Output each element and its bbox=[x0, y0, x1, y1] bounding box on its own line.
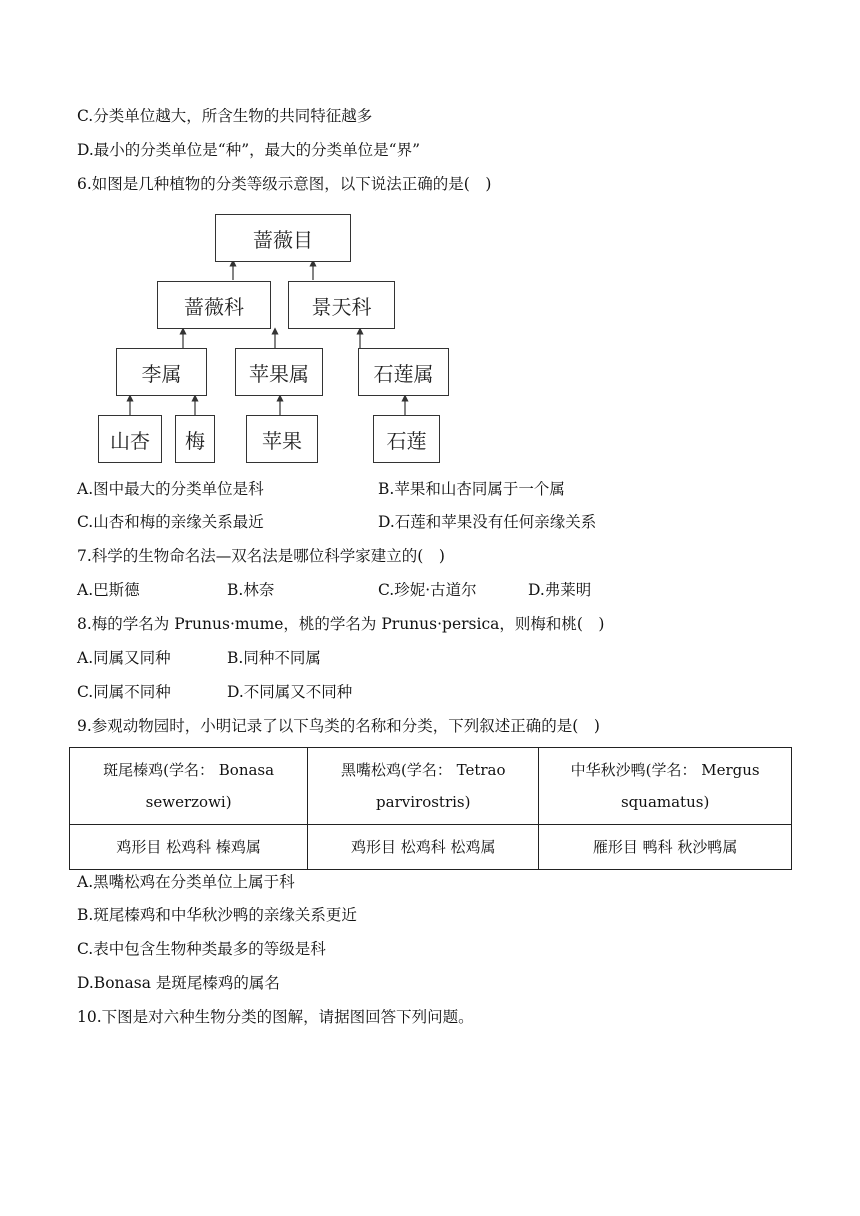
genus-box-echeveria: 石莲属 bbox=[358, 348, 449, 396]
q6-option-c[interactable]: C.山杏和梅的亲缘关系最近 bbox=[77, 513, 264, 531]
table-cell-class: 鸡形目 松鸡科 松鸡属 bbox=[308, 825, 539, 870]
q9-stem: 9.参观动物园时，小明记录了以下鸟类的名称和分类，下列叙述正确的是( ) bbox=[77, 717, 600, 735]
q6-stem: 6.如图是几种植物的分类等级示意图，以下说法正确的是( ) bbox=[77, 175, 492, 193]
table-cell-name: 斑尾榛鸡(学名： Bonasa sewerzowi) bbox=[70, 748, 308, 825]
q6-option-a[interactable]: A.图中最大的分类单位是科 bbox=[77, 480, 264, 498]
q8-option-c[interactable]: C.同属不同种 bbox=[77, 683, 171, 701]
genus-box-prunus: 李属 bbox=[116, 348, 207, 396]
q5-option-c: C.分类单位越大，所含生物的共同特征越多 bbox=[77, 107, 373, 125]
q9-option-a[interactable]: A.黑嘴松鸡在分类单位上属于科 bbox=[77, 873, 295, 891]
species-box-apricot: 山杏 bbox=[98, 415, 162, 463]
family-box-crassulaceae: 景天科 bbox=[288, 281, 395, 329]
species-box-apple: 苹果 bbox=[246, 415, 318, 463]
q9-option-b[interactable]: B.斑尾榛鸡和中华秋沙鸭的亲缘关系更近 bbox=[77, 906, 357, 924]
table-row bbox=[70, 748, 792, 825]
q7-option-c[interactable]: C.珍妮·古道尔 bbox=[378, 581, 477, 599]
q7-option-d[interactable]: D.弗莱明 bbox=[528, 581, 592, 599]
q7-stem: 7.科学的生物命名法—双名法是哪位科学家建立的( ) bbox=[77, 547, 445, 565]
species-box-echeveria: 石莲 bbox=[373, 415, 440, 463]
genus-box-malus: 苹果属 bbox=[235, 348, 323, 396]
q7-option-a[interactable]: A.巴斯德 bbox=[77, 581, 140, 599]
table-cell-class: 鸡形目 松鸡科 榛鸡属 bbox=[70, 825, 308, 870]
q8-option-d[interactable]: D.不同属又不同种 bbox=[227, 683, 353, 701]
q9-option-d[interactable]: D.Bonasa 是斑尾榛鸡的属名 bbox=[77, 974, 280, 992]
q9-option-c[interactable]: C.表中包含生物种类最多的等级是科 bbox=[77, 940, 326, 958]
order-box: 蔷薇目 bbox=[215, 214, 351, 262]
q8-option-b[interactable]: B.同种不同属 bbox=[227, 649, 321, 667]
q8-stem: 8.梅的学名为 Prunus·mume，桃的学名为 Prunus·persica，则梅和桃( ) bbox=[77, 615, 605, 633]
classification-diagram bbox=[95, 205, 455, 467]
bird-classification-table bbox=[69, 747, 792, 870]
species-box-mei: 梅 bbox=[175, 415, 215, 463]
q5-option-d: D.最小的分类单位是“种”，最大的分类单位是“界” bbox=[77, 141, 420, 159]
q10-stem: 10.下图是对六种生物分类的图解，请据图回答下列问题。 bbox=[77, 1008, 474, 1026]
table-cell-name: 中华秋沙鸭(学名： Mergus squamatus) bbox=[539, 748, 792, 825]
family-box-rosaceae: 蔷薇科 bbox=[157, 281, 271, 329]
table-row bbox=[70, 825, 792, 870]
q7-option-b[interactable]: B.林奈 bbox=[227, 581, 275, 599]
table-cell-name: 黑嘴松鸡(学名： Tetrao parvirostris) bbox=[308, 748, 539, 825]
table-cell-class: 雁形目 鸭科 秋沙鸭属 bbox=[539, 825, 792, 870]
q8-option-a[interactable]: A.同属又同种 bbox=[77, 649, 171, 667]
q6-option-d[interactable]: D.石莲和苹果没有任何亲缘关系 bbox=[378, 513, 597, 531]
q6-option-b[interactable]: B.苹果和山杏同属于一个属 bbox=[378, 480, 565, 498]
